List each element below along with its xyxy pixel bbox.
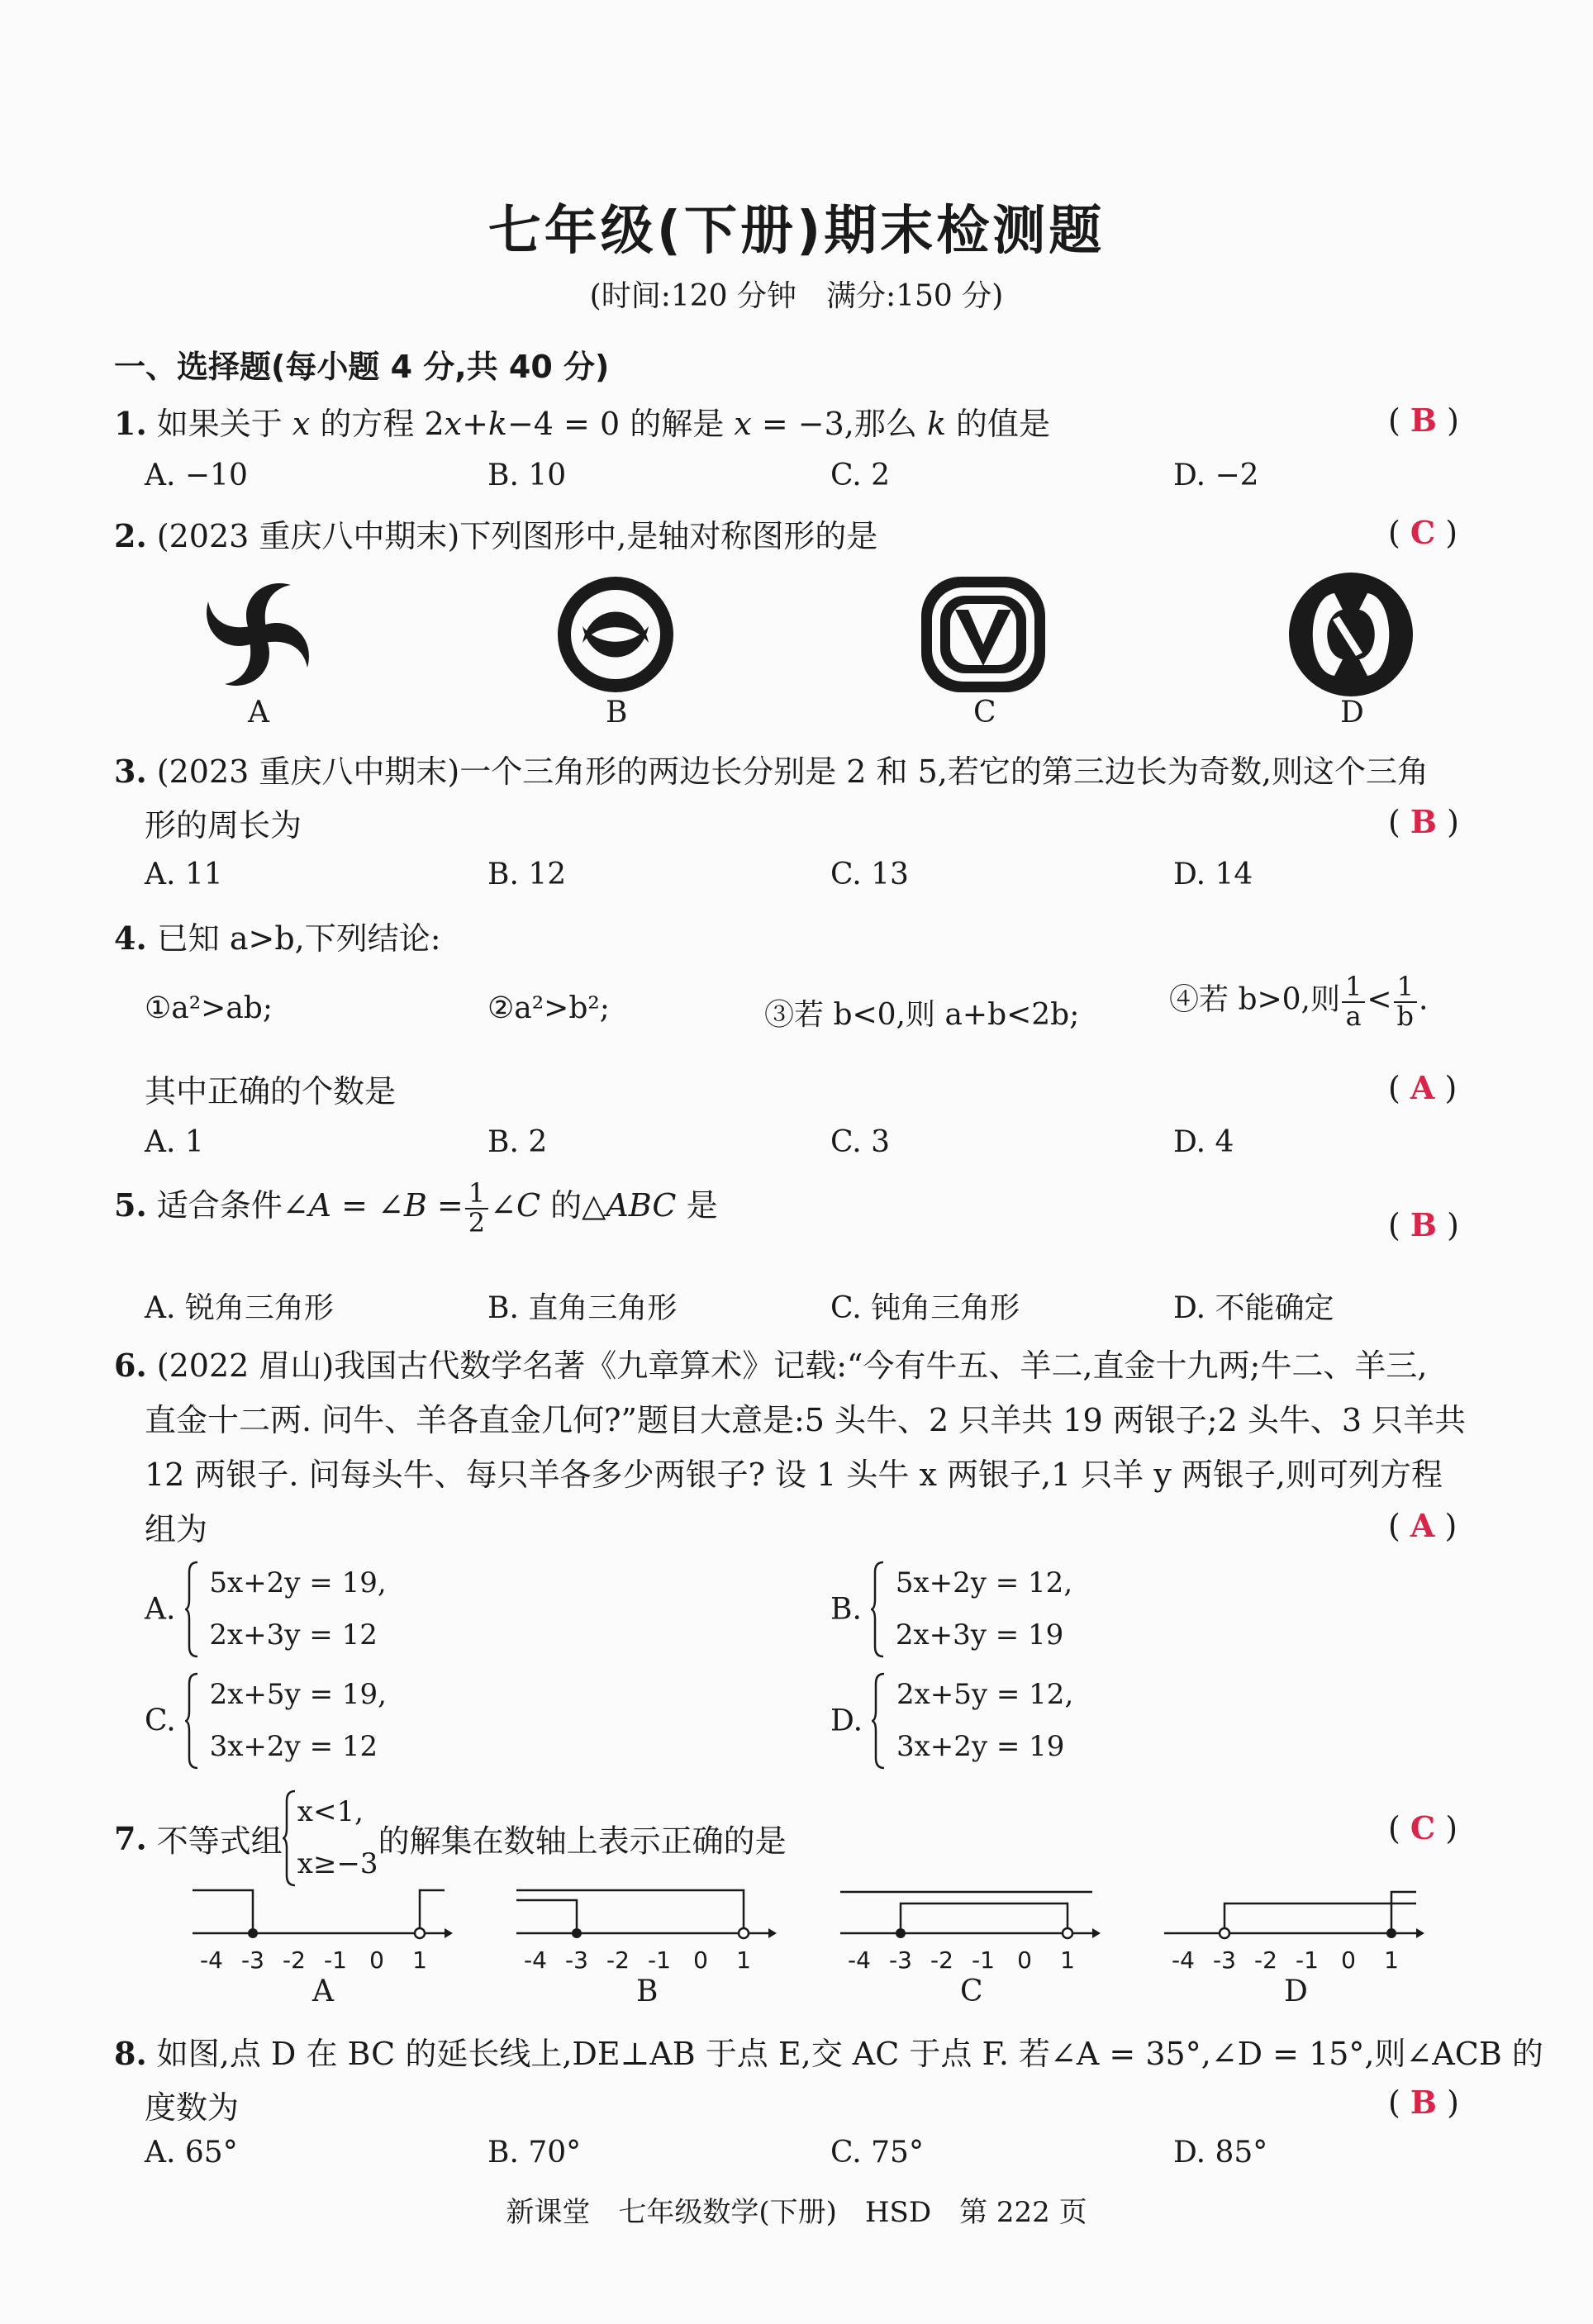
question-text: (2023 重庆八中期末)下列图形中,是轴对称图形的是 xyxy=(156,518,878,554)
figure-label-d: D xyxy=(1340,696,1364,730)
axis-ticks xyxy=(1172,1946,1399,1974)
answer-5: ( B ) xyxy=(1388,1206,1459,1243)
question-3 xyxy=(114,746,1429,791)
svg-text:-1: -1 xyxy=(324,1946,347,1974)
number-line-a xyxy=(188,1884,453,1975)
option-a: A. 11 xyxy=(145,858,223,891)
answer-7: ( C ) xyxy=(1388,1809,1458,1846)
question-number: 8. xyxy=(114,2035,147,2072)
svg-text:1: 1 xyxy=(736,1946,751,1974)
question-text-line1: (2022 眉山)我国古代数学名著《九章算术》记载:“今有牛五、羊二,直金十九两;牛二、羊三, xyxy=(156,1347,1428,1384)
question-6 xyxy=(114,1340,1427,1385)
axis-ticks xyxy=(524,1946,751,1974)
option-a: A. 1 xyxy=(145,1125,204,1159)
option-d: D. 不能确定 xyxy=(1173,1291,1334,1325)
svg-text:-4: -4 xyxy=(848,1946,871,1974)
brace-icon xyxy=(185,1671,200,1770)
question-2 xyxy=(114,511,877,556)
answer-8: ( B ) xyxy=(1388,2084,1459,2121)
answer-4: ( A ) xyxy=(1388,1069,1457,1106)
pinwheel-logo-icon xyxy=(192,568,324,701)
question-8-line2: 度数为 xyxy=(145,2089,240,2126)
figure-label-c: C xyxy=(960,1975,983,2008)
v-shield-logo-icon xyxy=(917,568,1049,701)
number-line-c xyxy=(836,1884,1101,1975)
svg-text:-1: -1 xyxy=(1296,1946,1319,1974)
option-d: D. −2 xyxy=(1173,459,1259,492)
page-footer: 新课堂 七年级数学(下册) HSD 第 222 页 xyxy=(506,2196,1087,2229)
question-number: 1. xyxy=(114,405,147,442)
figure-label-d: D xyxy=(1284,1975,1308,2008)
question-6-line2: 直金十二两. 问牛、羊各直金几何?”题目大意是:5 头牛、2 只羊共 19 两银子;2 头牛、3 只羊共 xyxy=(145,1402,1467,1438)
option-d: D. 85° xyxy=(1173,2136,1268,2170)
question-text: 已知 a>b,下列结论: xyxy=(156,920,441,957)
question-number: 7. xyxy=(114,1819,147,1857)
question-text-line1: (2023 重庆八中期末)一个三角形的两边长分别是 2 和 5,若它的第三边长为奇数,则这个三角 xyxy=(156,753,1429,790)
figure-label-c: C xyxy=(973,696,996,730)
conclusion-2: ②a²>b²; xyxy=(487,991,610,1025)
svg-text:-2: -2 xyxy=(606,1946,630,1974)
conclusion-1: ①a²>ab; xyxy=(145,991,273,1025)
question-3-line2: 形的周长为 xyxy=(145,807,302,844)
svg-text:-3: -3 xyxy=(241,1946,264,1974)
svg-text:-3: -3 xyxy=(1213,1946,1236,1974)
conclusion-4: ④若 b>0,则 $\frac{1}{a}$ < $\frac{1}{b}$ . xyxy=(1169,971,1429,1032)
answer-2: ( C ) xyxy=(1388,514,1458,551)
svg-text:0: 0 xyxy=(369,1946,384,1974)
option-a: A. −10 xyxy=(145,459,248,492)
question-7: 7. 不等式组 x<1, x≥−3 的解集在数轴上表示正确的是 xyxy=(114,1786,787,1890)
question-number: 3. xyxy=(114,753,147,790)
svg-text:-4: -4 xyxy=(1172,1946,1195,1974)
question-4-line2: 其中正确的个数是 xyxy=(145,1073,397,1110)
section-heading: 一、选择题(每小题 4 分,共 40 分) xyxy=(114,349,610,385)
option-c: C. 13 xyxy=(830,858,909,891)
brace-icon xyxy=(871,1560,886,1659)
option-b: B. 70° xyxy=(487,2136,582,2170)
option-b: B. 5x+2y = 12, 2x+3y = 19 xyxy=(830,1557,1072,1661)
option-c: C. 钝角三角形 xyxy=(830,1291,1020,1325)
answer-6: ( A ) xyxy=(1388,1507,1457,1544)
page-title: 七年级(下册)期末检测题 xyxy=(487,201,1106,262)
svg-text:-2: -2 xyxy=(283,1946,306,1974)
figure-label-a: A xyxy=(248,696,269,730)
svg-text:0: 0 xyxy=(693,1946,708,1974)
question-number: 6. xyxy=(114,1347,147,1384)
svg-text:-2: -2 xyxy=(1254,1946,1277,1974)
question-6-line4: 组为 xyxy=(145,1511,208,1547)
option-c: C. 2x+5y = 19, 3x+2y = 12 xyxy=(145,1669,387,1773)
option-a: A. 65° xyxy=(145,2136,238,2170)
figure-label-a: A xyxy=(312,1975,334,2008)
figure-label-b: B xyxy=(606,696,628,730)
question-5 xyxy=(114,1177,718,1238)
svg-text:0: 0 xyxy=(1017,1946,1032,1974)
ring-emblem-logo-icon xyxy=(554,568,678,701)
option-b: B. 2 xyxy=(487,1125,548,1159)
question-8 xyxy=(114,2028,1543,2074)
svg-text:1: 1 xyxy=(412,1946,427,1974)
brace-icon xyxy=(872,1671,887,1770)
option-d: D. 4 xyxy=(1173,1125,1234,1159)
axis-ticks xyxy=(848,1946,1075,1974)
number-line-d xyxy=(1160,1884,1424,1975)
brace-icon xyxy=(185,1560,200,1659)
svg-text:-1: -1 xyxy=(648,1946,671,1974)
question-text: 适合条件∠A = ∠B = $\frac{1}{2}$ ∠C 的△ABC 是 xyxy=(156,1177,718,1238)
option-d: D. 2x+5y = 12, 3x+2y = 19 xyxy=(830,1669,1073,1773)
svg-text:-3: -3 xyxy=(565,1946,588,1974)
question-number: 5. xyxy=(114,1186,147,1224)
option-d: D. 14 xyxy=(1173,858,1253,891)
svg-text:-2: -2 xyxy=(930,1946,953,1974)
question-number: 4. xyxy=(114,920,147,957)
question-6-line3: 12 两银子. 问每头牛、每只羊各多少两银子? 设 1 头牛 x 两银子,1 只羊 y 两银子,则可列方程 xyxy=(145,1457,1443,1493)
svg-text:0: 0 xyxy=(1341,1946,1356,1974)
number-line-b xyxy=(512,1884,777,1975)
question-number: 2. xyxy=(114,517,147,554)
answer-1: ( B ) xyxy=(1388,402,1459,439)
answer-3: ( B ) xyxy=(1388,803,1459,840)
option-c: C. 2 xyxy=(830,459,891,492)
svg-text:1: 1 xyxy=(1060,1946,1075,1974)
option-c: C. 3 xyxy=(830,1125,891,1159)
question-4 xyxy=(114,913,441,958)
option-b: B. 直角三角形 xyxy=(487,1291,678,1325)
svg-text:1: 1 xyxy=(1384,1946,1399,1974)
question-1 xyxy=(114,398,1050,444)
svg-text:-1: -1 xyxy=(972,1946,995,1974)
question-text-line1: 如图,点 D 在 BC 的延长线上,DE⊥AB 于点 E,交 AC 于点 F. 若∠A = 35°,∠D = 15°,则∠ACB 的 xyxy=(156,2036,1543,2072)
figure-label-b: B xyxy=(636,1975,659,2008)
brace-icon xyxy=(283,1789,297,1888)
option-a: A. 5x+2y = 19, 2x+3y = 12 xyxy=(145,1557,387,1661)
axis-ticks xyxy=(200,1946,427,1974)
question-text: 如果关于 x 的方程 2x+k−4 = 0 的解是 x = −3,那么 k 的值是 xyxy=(156,406,1051,442)
svg-text:-4: -4 xyxy=(524,1946,547,1974)
option-a: A. 锐角三角形 xyxy=(145,1291,334,1325)
exam-info: (时间:120 分钟 满分:150 分) xyxy=(589,279,1004,313)
svg-text:-3: -3 xyxy=(889,1946,912,1974)
option-b: B. 10 xyxy=(487,459,567,492)
infinity-loop-logo-icon xyxy=(1285,568,1417,701)
option-c: C. 75° xyxy=(830,2136,924,2170)
conclusion-3: ③若 b<0,则 a+b<2b; xyxy=(764,998,1080,1032)
option-b: B. 12 xyxy=(487,858,567,891)
svg-text:-4: -4 xyxy=(200,1946,223,1974)
